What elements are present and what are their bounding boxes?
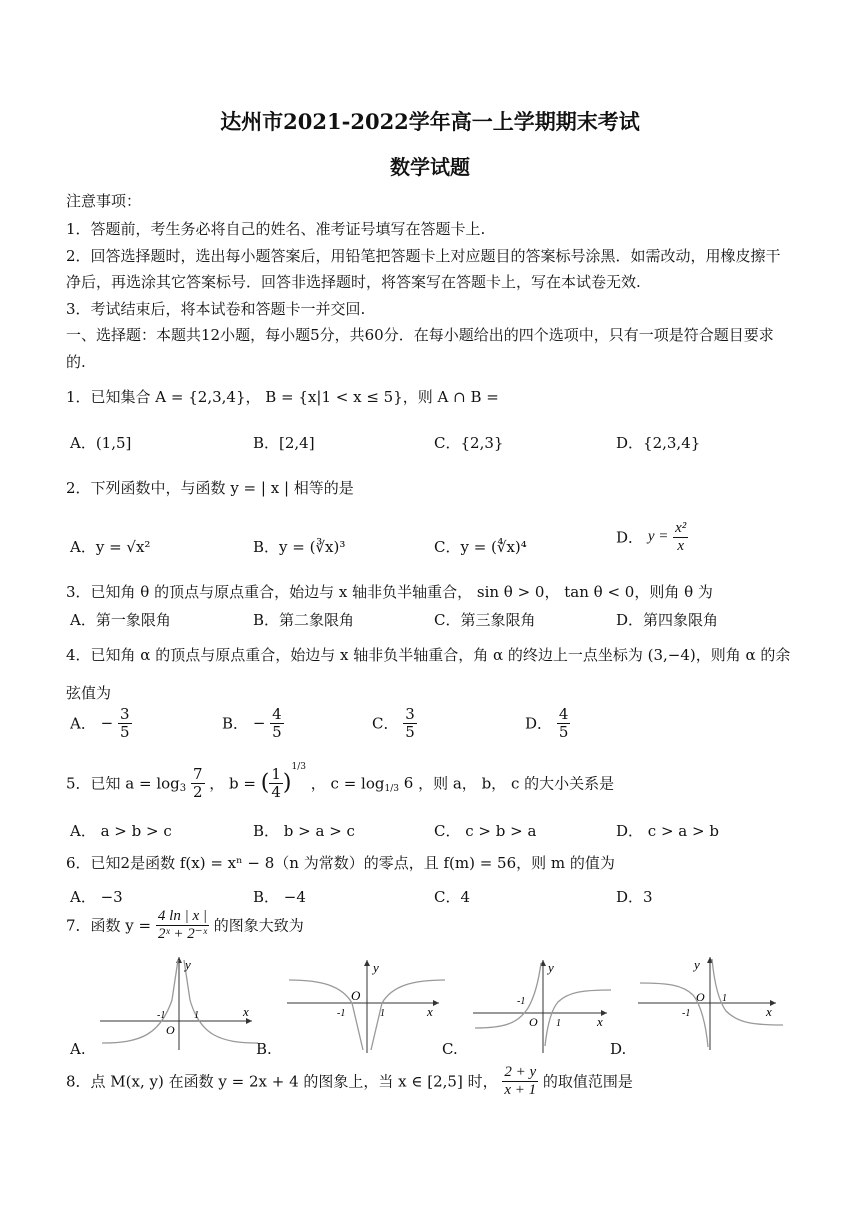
section-1-line-2: 的. (66, 353, 86, 371)
q3-option-c: C．第三象限角 (434, 611, 536, 629)
q7-graph-c (473, 958, 613, 1053)
q7-stem (66, 908, 304, 942)
q7-d-x-label: x (766, 1004, 772, 1019)
q5-c-log-base: 1/3 (384, 784, 399, 794)
q2-option-d-denominator: x (677, 537, 685, 554)
q7-stem-suffix: 的图象大致为 (213, 916, 304, 935)
q3-option-b: B．第二象限角 (253, 611, 355, 629)
q4-stem-2: 弦值为 (66, 684, 112, 702)
q5-b-prefix: ， b = (209, 774, 256, 793)
q4-option-a-sign: − (100, 714, 114, 732)
q5-b-numerator: 1 (271, 765, 281, 783)
q2-option-c: C．y = (∜x)⁴ (434, 538, 527, 556)
q1-stem: 1．已知集合 A = {2,3,4}， B = {x|1 < x ≤ 5}，则 A ∩ B = (66, 388, 499, 406)
q7-c-neg1: -1 (517, 996, 526, 1007)
q5-a-arg-numerator: 7 (192, 765, 203, 783)
q4-option-b-denominator: 5 (272, 722, 282, 741)
q7-option-a-label: A. (70, 1040, 86, 1058)
q4-option-d-label: D． (525, 714, 553, 733)
q4-option-a-numerator: 3 (119, 705, 130, 723)
q8-denominator: x + 1 (504, 1081, 537, 1098)
q4-option-d-denominator: 5 (558, 722, 569, 741)
q2-stem: 2．下列函数中，与函数 y = | x | 相等的是 (66, 479, 354, 497)
q6-option-d: D．3 (616, 888, 653, 906)
q7-d-origin: O (696, 990, 705, 1004)
q7-option-b-label: B. (256, 1040, 272, 1058)
q2-option-d-label: D． (616, 528, 644, 547)
q5-a-arg-denominator: 2 (192, 782, 203, 801)
q7-option-c-label: C. (442, 1040, 458, 1058)
q8-stem-prefix: 8．点 M(x, y) 在函数 y = 2x + 4 的图象上，当 x ∈ [2,5] 时， (66, 1072, 498, 1091)
q5-c-arg: 6 (403, 774, 414, 792)
q4-option-a-label: A． (70, 714, 96, 733)
notice-item-1: 1．答题前，考生务必将自己的姓名、准考证号填写在答题卡上. (66, 220, 486, 238)
q7-b-x-label: x (427, 1004, 433, 1019)
q4-option-d (525, 706, 570, 740)
q7-a-origin: O (166, 1023, 175, 1037)
q2-option-d-numerator: x² (675, 520, 687, 536)
q7-stem-prefix: 7．函数 y = (66, 916, 152, 935)
notice-item-2a: 2．回答选择题时，选出每小题答案后，用铅笔把答题卡上对应题目的答案标号涂黑．如需改动，用橡皮擦干 (66, 247, 781, 265)
q6-option-c: C．4 (434, 888, 471, 906)
q7-graph-a (100, 955, 260, 1050)
section-1-line-1: 一、选择题：本题共12小题，每小题5分，共60分．在每小题给出的四个选项中，只有一项是符合题目要求 (66, 326, 774, 344)
notice-heading: 注意事项： (66, 192, 142, 210)
q2-option-b: B．y = (∛x)³ (253, 538, 346, 556)
q7-a-y-label: y (185, 957, 191, 972)
exam-title: 达州市2021-2022学年高一上学期期末考试 (220, 109, 640, 134)
q5-b-exponent: 1/3 (291, 762, 306, 772)
q4-option-c (372, 706, 417, 740)
q8-stem (66, 1064, 633, 1098)
q1-option-a: A．(1,5] (70, 434, 132, 452)
q7-option-d-label: D. (610, 1040, 627, 1058)
q7-c-origin: O (529, 1015, 538, 1029)
q5-a-prefix: 5．已知 a = log (66, 774, 180, 793)
q7-a-neg1: -1 (157, 1010, 166, 1021)
q7-c-y-label: y (548, 960, 554, 975)
q3-option-d: D．第四象限角 (616, 611, 719, 629)
q5-option-d: D． c > a > b (616, 822, 719, 840)
q8-stem-suffix: 的取值范围是 (542, 1072, 633, 1091)
q4-option-a-denominator: 5 (119, 722, 130, 741)
q8-numerator: 2 + y (504, 1064, 537, 1080)
q4-stem-1: 4．已知角 α 的顶点与原点重合，始边与 x 轴非负半轴重合，角 α 的终边上一点坐标为 (3,−4)，则角 α 的余 (66, 646, 791, 664)
q5-stem-tail: ，则 a， b， c 的大小关系是 (418, 774, 615, 793)
q3-stem: 3．已知角 θ 的顶点与原点重合，始边与 x 轴非负半轴重合， sin θ > 0， tan θ < 0，则角 θ 为 (66, 583, 713, 601)
q7-c-pos1: 1 (556, 1018, 561, 1029)
q4-option-c-denominator: 5 (405, 722, 415, 741)
q7-graph-d (638, 955, 783, 1050)
q7-a-pos1: 1 (194, 1010, 199, 1021)
q7-c-x-label: x (597, 1014, 603, 1029)
q7-b-pos1: 1 (380, 1008, 385, 1019)
q7-b-origin: O (351, 988, 361, 1003)
notice-item-3: 3．考试结束后，将本试卷和答题卡一并交回. (66, 300, 366, 318)
q7-b-neg1: -1 (337, 1008, 346, 1019)
q7-d-y-label: y (694, 957, 700, 972)
q4-option-a (70, 706, 132, 740)
q4-option-b-label: B． (222, 714, 249, 733)
q3-option-a: A．第一象限角 (70, 611, 171, 629)
q2-option-d-y: y = (647, 528, 669, 545)
q4-option-c-numerator: 3 (405, 705, 415, 723)
q1-option-b: B．[2,4] (253, 434, 315, 452)
q6-stem: 6．已知2是函数 f(x) = xⁿ − 8（n 为常数）的零点，且 f(m) = 56，则 m 的值为 (66, 854, 615, 872)
exam-subtitle: 数学试题 (390, 155, 470, 179)
q4-option-b (222, 706, 284, 740)
q6-option-b: B． −4 (253, 888, 306, 906)
q4-option-b-sign: − (252, 714, 266, 732)
q7-b-y-label: y (373, 960, 379, 975)
q7-d-neg1: -1 (682, 1008, 691, 1019)
q4-option-b-numerator: 4 (272, 705, 282, 723)
q1-option-d: D．{2,3,4} (616, 434, 701, 452)
q6-option-a: A． −3 (70, 888, 123, 906)
q5-c-prefix: ， c = log (310, 774, 385, 793)
q7-graph-b (287, 958, 447, 1053)
q1-option-c: C．{2,3} (434, 434, 504, 452)
q7-d-pos1: 1 (722, 993, 727, 1004)
q7-a-x-label: x (243, 1004, 249, 1019)
q7-denominator: 2ˣ + 2⁻ˣ (157, 925, 207, 942)
q5-option-a: A． a > b > c (70, 822, 172, 840)
q5-b-denominator: 4 (271, 782, 281, 801)
q2-option-d (616, 520, 688, 554)
q4-option-c-label: C． (372, 714, 399, 733)
q2-option-a: A．y = √x² (70, 538, 151, 556)
q5-stem: 5．已知 $a = \log_3$ $\frac{7}{2}$ ， b = ( $\frac{1}{4}$ )$^{1/3}$ ， $c = \log_{1/3} 6$ ，则 a， b， c 的大小关系是 (66, 762, 615, 801)
q4-option-d-numerator: 4 (558, 705, 569, 723)
q5-option-b: B． b > a > c (253, 822, 355, 840)
q2-option-d-fraction (673, 520, 688, 554)
notice-item-2b: 净后，再选涂其它答案标号．回答非选择题时，将答案写在答题卡上，写在本试卷无效. (66, 273, 641, 291)
q7-numerator: 4 ln | x | (157, 908, 207, 924)
q5-option-c: C． c > b > a (434, 822, 537, 840)
q5-a-log-base: 3 (179, 783, 187, 794)
